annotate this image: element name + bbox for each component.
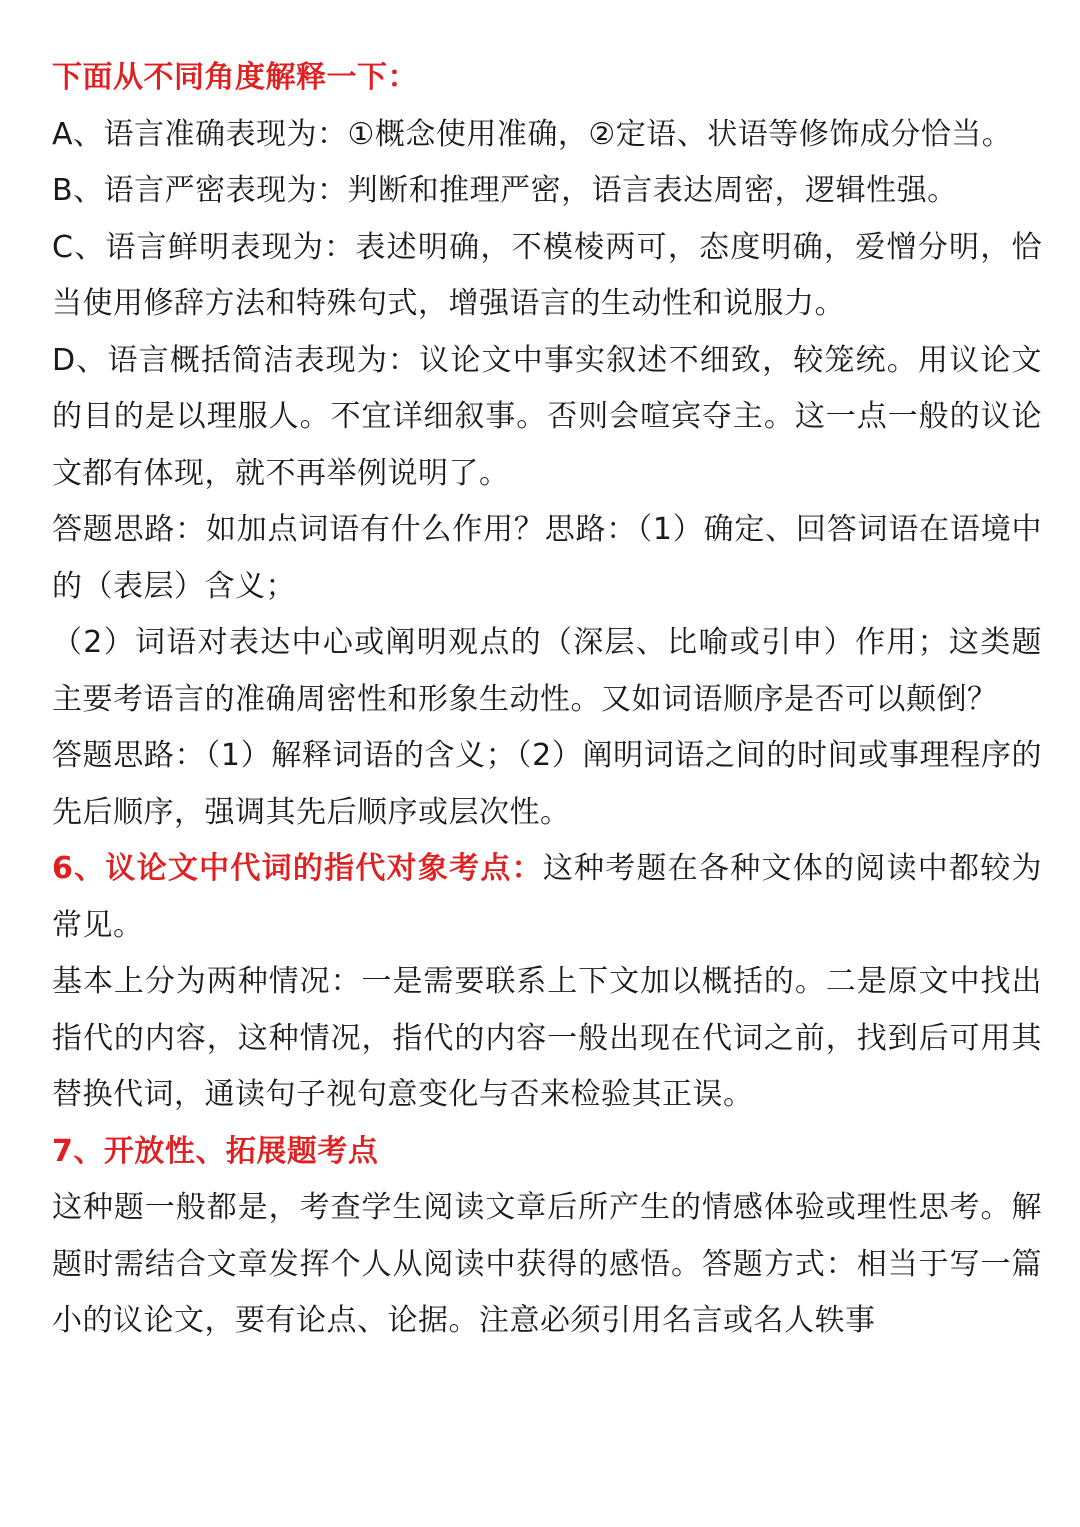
document-page xyxy=(52,50,1042,1350)
section-6-detail: 基本上分为两种情况：一是需要联系上下文加以概括的。二是原文中找出指代的内容，这种情况，指代的内容一般出现在代词之前，找到后可用其替换代词，通读句子视句意变化与否来检验其正误。 xyxy=(52,964,1042,1112)
item-d-paragraph: D、语言概括简洁表现为：议论文中事实叙述不细致，较笼统。用议论文的目的是以理服人。不宜详细叙事。否则会喧宾夺主。这一点一般的议论文都有体现，就不再举例说明了。 xyxy=(52,342,1042,491)
section-6-paragraph xyxy=(52,841,1042,954)
section-6-heading: 6、议论文中代词的指代对象考点： xyxy=(52,851,543,886)
answer-idea-1: 答题思路：如加点词语有什么作用？思路：（1）确定、回答词语在语境中的（表层）含义； xyxy=(52,512,1042,604)
answer-idea-2: 答题思路：（1）解释词语的含义；（2）阐明词语之间的时间或事理程序的先后顺序，强调其先后顺序或层次性。 xyxy=(52,738,1042,830)
section-7-heading: 7、开放性、拓展题考点 xyxy=(52,1133,379,1169)
section-7-text: 这种题一般都是，考查学生阅读文章后所产生的情感体验或理性思考。解题时需结合文章发挥个人从阅读中获得的感悟。答题方式：相当于写一篇小的议论文，要有论点、论据。注意必须引用名言或名人轶事 xyxy=(52,1190,1042,1338)
item-c-paragraph: C、语言鲜明表现为：表述明确，不模棱两可，态度明确，爱憎分明，恰当使用修辞方法和特殊句式，增强语言的生动性和说服力。 xyxy=(52,229,1042,321)
answer-idea-1-continued: （2）词语对表达中心或阐明观点的（深层、比喻或引申）作用；这类题主要考语言的准确周密性和形象生动性。又如词语顺序是否可以颠倒？ xyxy=(52,625,1042,717)
section-6-text: 这种考题在各种文体的阅读中都较为常见。 xyxy=(52,851,1043,943)
intro-heading: 下面从不同角度解释一下： xyxy=(52,60,418,95)
item-b-paragraph: B、语言严密表现为：判断和推理严密，语言表达周密，逻辑性强。 xyxy=(52,173,958,208)
item-a-paragraph: A、语言准确表现为：①概念使用准确，②定语、状语等修饰成分恰当。 xyxy=(52,116,1013,152)
